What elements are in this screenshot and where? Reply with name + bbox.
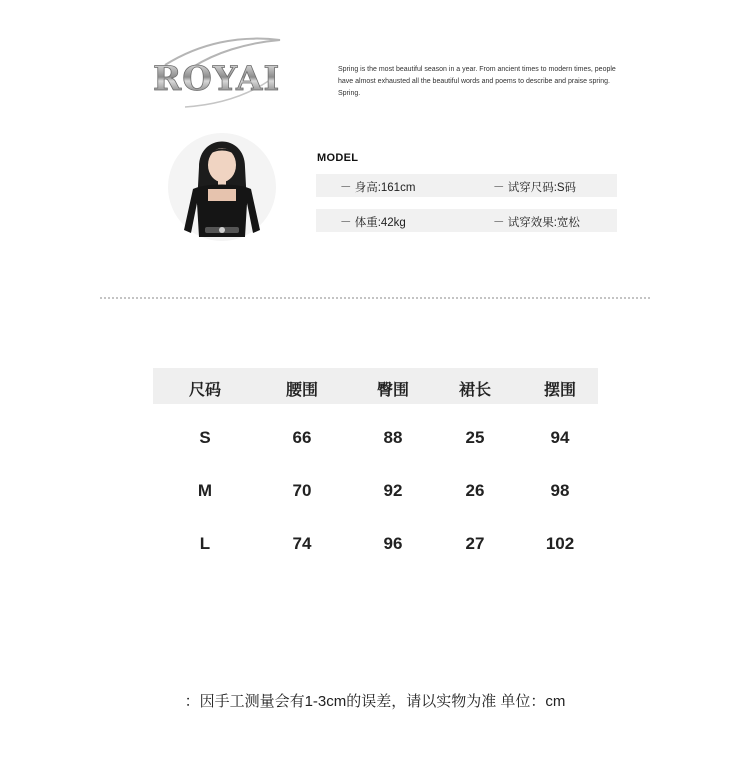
header-waist: 腰围 <box>285 382 318 399</box>
table-row <box>153 481 598 534</box>
logo-text: ROYAI <box>153 59 281 99</box>
model-height: － 身高:161cm <box>340 182 416 194</box>
model-spec-row <box>316 209 617 232</box>
skirt-length-cell: 27 <box>465 534 485 553</box>
header-size: 尺码 <box>188 382 221 399</box>
table-row <box>153 534 598 587</box>
model-photo <box>165 125 280 250</box>
model-heading: MODEL <box>317 152 359 164</box>
skirt-length-cell: 26 <box>465 481 485 500</box>
size-cell: L <box>199 534 211 553</box>
measurement-note: ：因手工测量会有1-3cm的误差，请以实物为准 单位：cm <box>184 693 566 710</box>
header-skirt-length: 裙长 <box>458 382 491 399</box>
model-spec-row <box>316 174 617 197</box>
skirt-length-cell: 25 <box>465 428 485 447</box>
waist-cell: 66 <box>292 428 312 447</box>
hem-cell: 98 <box>550 481 570 500</box>
waist-cell: 74 <box>292 534 312 553</box>
hip-cell: 88 <box>383 428 403 447</box>
dotted-divider <box>100 297 650 299</box>
hem-cell: 94 <box>550 428 570 447</box>
tagline: Spring is the most beautiful season in a year. From ancient times to modern times, people have almost exhausted all the beautiful words and poems to describe and praise spring. Spring. <box>338 66 616 97</box>
size-cell: M <box>197 481 213 500</box>
hem-cell: 102 <box>545 534 575 553</box>
header-hem: 摆围 <box>543 382 576 399</box>
waist-cell: 70 <box>292 481 312 500</box>
size-table <box>153 368 598 587</box>
table-row <box>153 428 598 481</box>
model-weight: － 体重:42kg <box>340 217 406 229</box>
header-hip: 臀围 <box>376 382 409 399</box>
brand-logo <box>145 35 285 115</box>
model-trial-size: － 试穿尺码:S码 <box>493 182 577 194</box>
hip-cell: 92 <box>383 481 403 500</box>
table-header <box>153 368 598 404</box>
model-fit: － 试穿效果:宽松 <box>493 217 580 229</box>
size-cell: S <box>199 428 211 447</box>
hip-cell: 96 <box>383 534 403 553</box>
